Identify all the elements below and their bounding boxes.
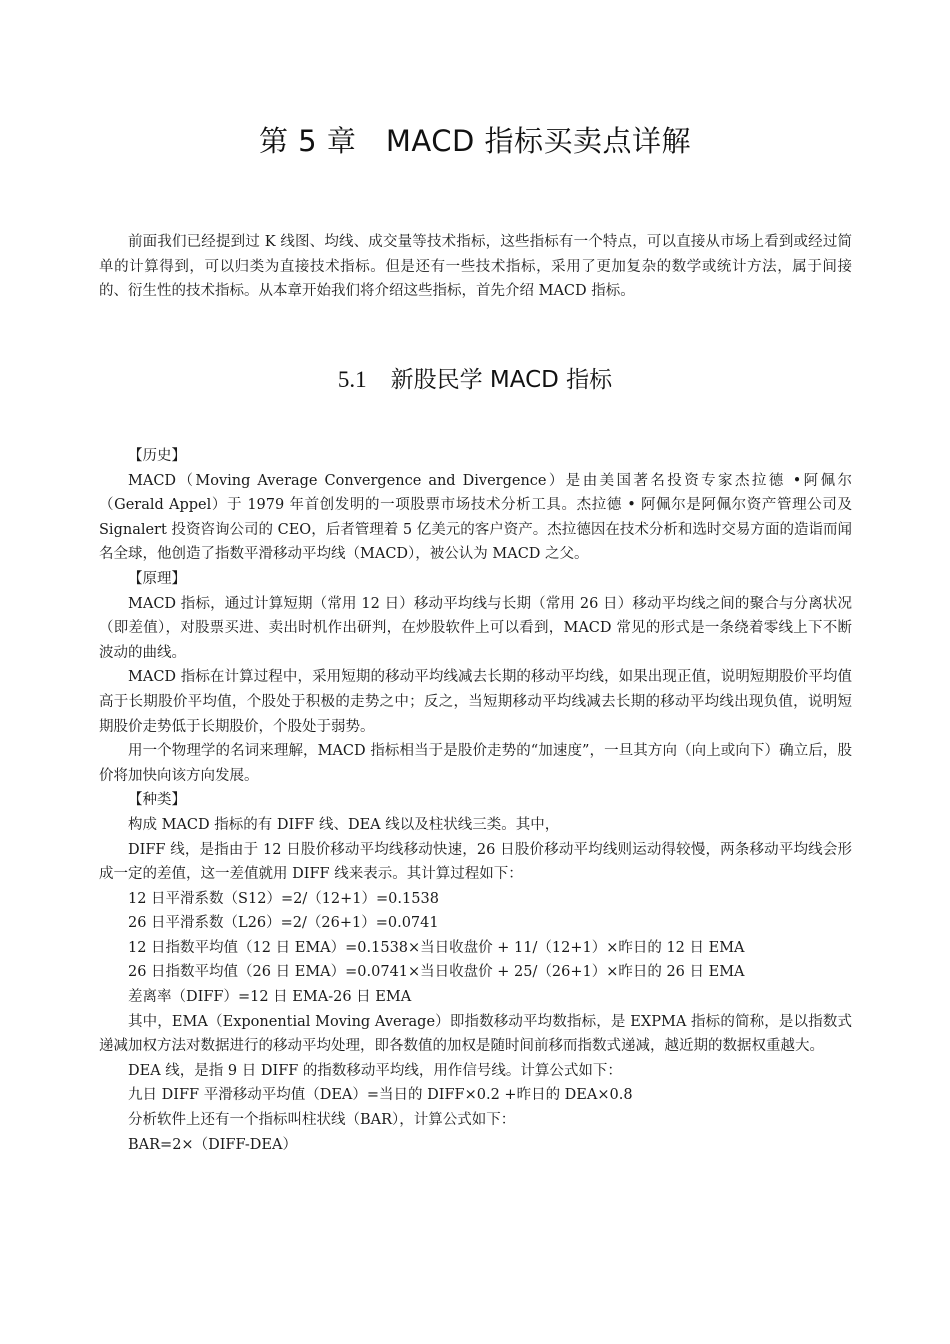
formula-ema26: 26 日指数平均值（26 日 EMA）=0.0741×当日收盘价 + 25/（26+1）×昨日的 26 日 EMA	[128, 964, 745, 981]
paragraph-history-heading: 【历史】	[128, 448, 186, 464]
formula-bar: BAR=2×（DIFF-DEA）	[128, 1136, 297, 1153]
section-number: 5.1	[337, 367, 367, 392]
section-body	[99, 444, 852, 1157]
paragraph-dea: DEA 线，是指 9 日 DIFF 的指数移动平均线，用作信号线。计算公式如下：	[128, 1062, 622, 1079]
paragraph-principle-3: 用一个物理学的名词来理解，MACD 指标相当于是股价走势的“加速度”，一旦其方向（向上或向下）确立后，股价将加快向该方向发展。	[99, 743, 852, 784]
paragraph-principle-1: MACD 指标，通过计算短期（常用 12 日）移动平均线与长期（常用 26 日）移动平均线之间的聚合与分离状况（即差值），对股票买进、卖出时机作出研判，在炒股软件上可以看到，MACD 常见的形式是一条绕着零线上下不断波动的曲线。	[99, 595, 852, 661]
paragraph-history: MACD（Moving Average Convergence and Divergence）是由美国著名投资专家杰拉德 •阿佩尔（Gerald Appel）于 1979 年首创发明的一项股票市场技术分析工具。杰拉德 • 阿佩尔是阿佩尔资产管理公司及 Signalert 投资咨询公司的 CEO，后者管理着 5 亿美元的客户资产。杰拉德因在技术分析和选时交易方面的造诣而闻名全球，他创造了指数平滑移动平均线（MACD），被公认为 MACD 之父。	[99, 472, 852, 563]
paragraph-principle-2: MACD 指标在计算过程中，采用短期的移动平均线减去长期的移动平均线，如果出现正值，说明短期股价平均值高于长期股价平均值，个股处于积极的走势之中；反之，当短期移动平均线减去长期的移动平均线出现负值，说明短期股价走势低于长期股价，个股处于弱势。	[99, 669, 852, 735]
paragraph-types-intro: 构成 MACD 指标的有 DIFF 线、DEA 线以及柱状线三类。其中，	[128, 816, 560, 833]
paragraph-types-heading: 【种类】	[128, 792, 186, 809]
paragraph-diff: DIFF 线，是指由于 12 日股价移动平均线移动快速，26 日股价移动平均线则运动得较慢，两条移动平均线会形成一定的差值，这一差值就用 DIFF 线来表示。其计算过程如下：	[99, 841, 852, 883]
chapter-title: 第 5 章 MACD 指标买卖点详解	[258, 124, 692, 158]
formula-dea: 九日 DIFF 平滑移动平均值（DEA）=当日的 DIFF×0.2 +昨日的 DEA×0.8	[128, 1087, 633, 1104]
formula-s12: 12 日平滑系数（S12）=2/（12+1）=0.1538	[128, 890, 439, 907]
intro-block	[99, 230, 852, 304]
intro-paragraph: 前面我们已经提到过 K 线图、均线、成交量等技术指标，这些指标有一个特点，可以直接从市场上看到或经过简单的计算得到，可以归类为直接技术指标。但是还有一些技术指标，采用了更加复杂的数学或统计方法，属于间接的、衍生性的技术指标。从本章开始我们将介绍这些指标，首先介绍 MACD 指标。	[99, 234, 852, 300]
section-title: 新股民学 MACD 指标	[390, 367, 613, 393]
paragraph-bar: 分析软件上还有一个指标叫柱状线（BAR），计算公式如下：	[128, 1112, 516, 1129]
formula-ema12: 12 日指数平均值（12 日 EMA）=0.1538×当日收盘价 + 11/（12+1）×昨日的 12 日 EMA	[128, 939, 745, 956]
formula-diff: 差离率（DIFF）=12 日 EMA-26 日 EMA	[128, 989, 412, 1006]
paragraph-principle-heading: 【原理】	[128, 570, 186, 587]
formula-l26: 26 日平滑系数（L26）=2/（26+1）=0.0741	[128, 915, 439, 932]
section-heading	[0, 360, 950, 400]
paragraph-ema: 其中，EMA（Exponential Moving Average）即指数移动平均数指标，是 EXPMA 指标的简称，是以指数式递减加权方法对数据进行的移动平均处理，即各数值的加权是随时间前移而指数式递减，越近期的数据权重越大。	[99, 1013, 852, 1055]
